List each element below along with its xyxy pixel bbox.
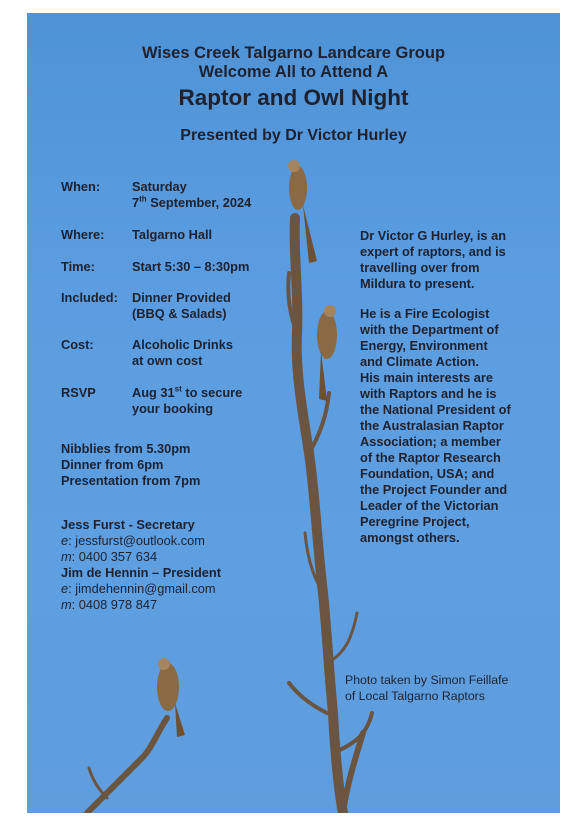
where-label: Where: xyxy=(61,227,105,242)
presenter-line: Presented by Dr Victor Hurley xyxy=(180,127,407,144)
rsvp-label: RSVP xyxy=(61,385,96,400)
photo-credit xyxy=(345,672,508,704)
schedule-list xyxy=(61,441,200,489)
president-phone: m: 0408 978 847 xyxy=(61,597,158,612)
welcome-line: Welcome All to Attend A xyxy=(198,63,389,81)
president-email: e: jimdehennin@gmail.com xyxy=(61,581,216,596)
when-day: Saturday xyxy=(132,179,187,194)
bio-line: travelling over from xyxy=(360,260,480,275)
rsvp-line-1: Aug 31st to secure xyxy=(132,384,243,400)
bio-line: Leader of the Victorian xyxy=(360,498,499,513)
event-poster xyxy=(27,13,560,813)
lower-branch xyxy=(87,718,167,813)
bio-line: Dr Victor G Hurley, is an xyxy=(360,228,507,243)
group-name: Wises Creek Talgarno Landcare Group xyxy=(141,44,446,62)
raptor-middle-bird xyxy=(317,305,337,401)
when-label: When: xyxy=(61,179,101,194)
bio-line: with Raptors and he is xyxy=(360,386,497,401)
included-line-2: (BBQ & Salads) xyxy=(132,306,227,321)
secretary-phone: m: 0400 357 634 xyxy=(61,549,158,564)
president-name: Jim de Hennin – President xyxy=(61,565,222,580)
bio-line: with the Department of xyxy=(360,322,499,337)
schedule-item: Nibblies from 5.30pm xyxy=(61,441,191,456)
cost-label: Cost: xyxy=(61,337,94,352)
schedule-item: Presentation from 7pm xyxy=(61,473,201,488)
secretary-name: Jess Furst - Secretary xyxy=(61,517,195,532)
bio-details xyxy=(360,306,560,546)
bio-line: and Climate Action. xyxy=(360,354,479,369)
bio-line: His main interests are xyxy=(360,370,494,385)
bio-intro xyxy=(360,228,560,292)
when-date: 7th September, 2024 xyxy=(132,194,252,210)
where-value: Talgarno Hall xyxy=(132,227,213,242)
bio-line: the National President of xyxy=(360,402,511,417)
bio-line: the Project Founder and xyxy=(360,482,508,497)
included-value xyxy=(132,290,231,322)
time-value: Start 5:30 – 8:30pm xyxy=(132,259,250,274)
credit-line: Photo taken by Simon Feillafe xyxy=(345,673,509,687)
bio-line: of the Raptor Research xyxy=(360,450,501,465)
bio-line: He is a Fire Ecologist xyxy=(360,306,490,321)
bio-line: Foundation, USA; and xyxy=(360,466,495,481)
bio-line: Mildura to present. xyxy=(360,276,475,291)
event-title: Raptor and Owl Night xyxy=(178,85,409,110)
bio-line: amongst others. xyxy=(360,530,460,545)
contacts-block xyxy=(61,517,221,613)
cost-value xyxy=(132,337,233,369)
bio-line: Peregrine Project, xyxy=(360,514,470,529)
bio-line: Energy, Environment xyxy=(360,338,488,353)
included-label: Included: xyxy=(61,290,118,305)
time-label: Time: xyxy=(61,259,95,274)
credit-line: of Local Talgarno Raptors xyxy=(345,689,485,703)
when-value xyxy=(132,179,251,211)
rsvp-value xyxy=(132,385,242,417)
included-line-1: Dinner Provided xyxy=(132,290,231,305)
bio-line: expert of raptors, and is xyxy=(360,244,506,259)
schedule-item: Dinner from 6pm xyxy=(61,457,164,472)
secretary-email: e: jessfurst@outlook.com xyxy=(61,533,205,548)
cost-line-2: at own cost xyxy=(132,353,203,368)
cost-line-1: Alcoholic Drinks xyxy=(132,337,233,352)
bio-line: the Australasian Raptor xyxy=(360,418,504,433)
bio-line: Association; a member xyxy=(360,434,501,449)
rsvp-line-2: your booking xyxy=(132,401,214,416)
